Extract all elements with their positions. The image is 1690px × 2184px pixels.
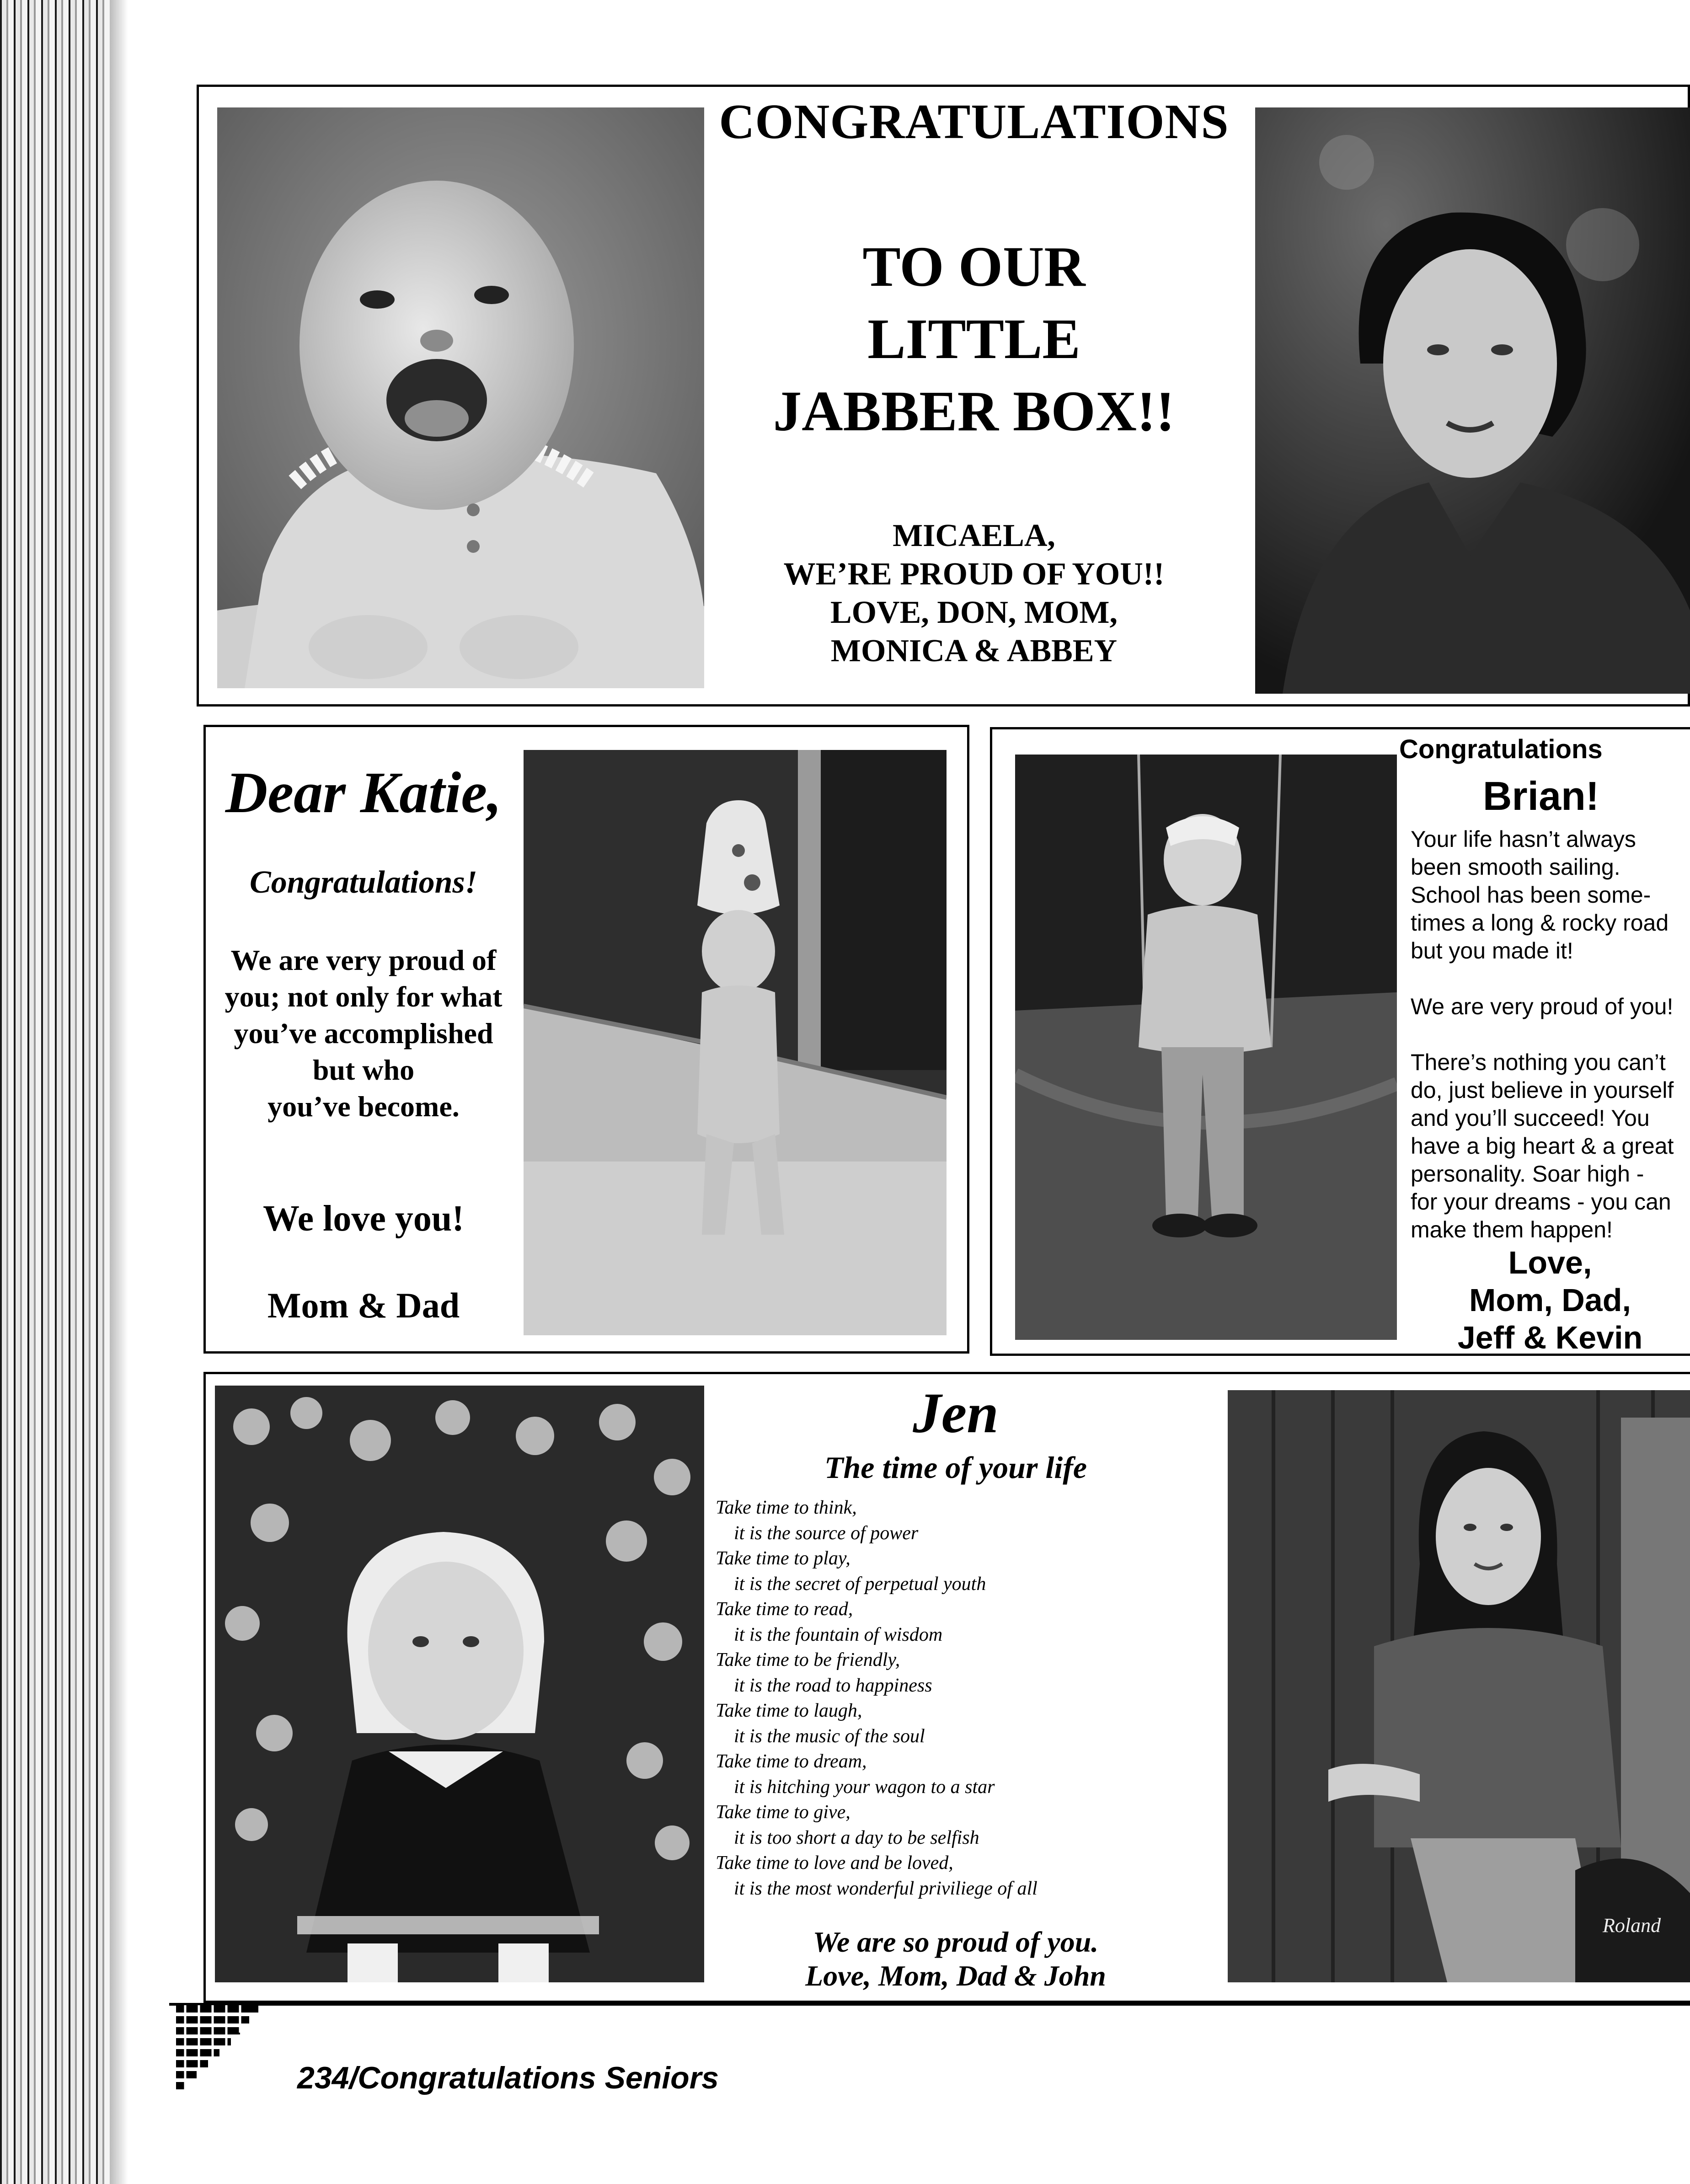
poem-line: it is hitching your wagon to a star [734, 1776, 995, 1798]
senior-photo-micaela [1255, 107, 1690, 694]
jen-senior-photo [1228, 1390, 1690, 1982]
jen-closing [704, 1925, 1207, 1993]
poem-line: Take time to give, [716, 1802, 850, 1823]
katie-photo-art [524, 750, 947, 1335]
message-line: MONICA & ABBEY [830, 633, 1118, 669]
message-line: and you’ll succeed! You [1411, 1105, 1650, 1131]
poem-line: it is the source of power [734, 1522, 919, 1544]
katie-signature: Mom & Dad [267, 1285, 460, 1325]
katie-love: We love you! [263, 1199, 464, 1239]
brick-icon [176, 2005, 258, 2097]
jen-poem [716, 1495, 1219, 1901]
message-line: personality. Soar high - [1411, 1161, 1644, 1187]
message-line: but you made it! [1411, 938, 1573, 964]
message-line: LOVE, DON, MOM, [830, 595, 1118, 630]
katie-photo [524, 750, 947, 1335]
senior-photo-micaela-art [1255, 107, 1690, 694]
poem-line: it is too short a day to be selfish [734, 1827, 979, 1848]
page-footer-label: 234/Congratulations Seniors [297, 2061, 719, 2095]
message-line: you’ve become. [267, 1090, 460, 1123]
book-spine [0, 0, 110, 2184]
closing-line: We are so proud of you. [813, 1926, 1099, 1958]
spine-shadow [110, 0, 128, 2184]
poem-line: Take time to be friendly, [716, 1649, 900, 1670]
katie-salutation: Dear Katie, [225, 760, 502, 825]
headline-line: JABBER BOX!! [773, 380, 1175, 443]
poem-line: Take time to think, [716, 1497, 857, 1518]
brian-photo [1015, 755, 1397, 1340]
message-gap [1411, 1021, 1690, 1049]
message-line: Your life hasn’t always [1411, 826, 1636, 852]
signature-line: Love, [1508, 1245, 1592, 1280]
message-line: There’s nothing you can’t [1411, 1049, 1666, 1075]
message-line: We are very proud of you! [1411, 994, 1674, 1019]
footer-brick-graphic [176, 2005, 258, 2097]
ad-jabber-title: CONGRATULATIONS [719, 95, 1229, 149]
photographer-signature: Roland [1603, 1914, 1661, 1937]
footer-rule [169, 2003, 1690, 2006]
message-line: MICAELA, [893, 518, 1055, 553]
poem-line: it is the music of the soul [734, 1725, 925, 1747]
message-line: We are very proud of [230, 944, 497, 976]
message-line: but who [312, 1054, 415, 1086]
message-line: you; not only for what [225, 980, 503, 1013]
poem-line: it is the road to happiness [734, 1675, 932, 1696]
signature-line: Mom, Dad, [1469, 1282, 1631, 1318]
baby-photo-art [217, 107, 704, 688]
message-line: School has been some- [1411, 882, 1651, 908]
brian-congrats: Congratulations [1399, 734, 1603, 764]
message-gap [1411, 965, 1690, 993]
jen-name: Jen [913, 1382, 999, 1445]
message-line: been smooth sailing. [1411, 854, 1620, 880]
message-line: you’ve accomplished [234, 1017, 493, 1049]
message-line: do, just believe in yourself [1411, 1077, 1674, 1103]
katie-congrats: Congratulations! [250, 865, 477, 900]
poem-line: Take time to dream, [716, 1751, 867, 1772]
poem-line: Take time to play, [716, 1548, 850, 1569]
jen-senior-photo-art [1228, 1390, 1690, 1982]
brian-message [1411, 825, 1690, 1244]
poem-line: it is the secret of perpetual youth [734, 1573, 986, 1595]
message-line: for your dreams - you can [1411, 1189, 1671, 1215]
closing-line: Love, Mom, Dad & John [805, 1959, 1106, 1992]
headline-line: TO OUR [862, 236, 1086, 299]
katie-message [206, 942, 521, 1125]
headline-line: LITTLE [867, 308, 1080, 371]
jen-child-photo-art [215, 1386, 704, 1982]
message-line: have a big heart & a great [1411, 1133, 1674, 1159]
message-line: WE’RE PROUD OF YOU!! [783, 557, 1165, 592]
jen-child-photo [215, 1386, 704, 1982]
ad-jabber-message [704, 517, 1244, 670]
baby-photo [217, 107, 704, 688]
poem-line: it is the fountain of wisdom [734, 1624, 943, 1645]
message-line: times a long & rocky road [1411, 910, 1669, 936]
poem-line: Take time to laugh, [716, 1700, 862, 1721]
poem-line: it is the most wonderful priviliege of all [734, 1878, 1038, 1899]
brian-name: Brian! [1482, 773, 1599, 819]
brian-signature [1436, 1244, 1664, 1356]
signature-line: Jeff & Kevin [1457, 1320, 1643, 1355]
brian-photo-art [1015, 755, 1397, 1340]
message-line: make them happen! [1411, 1217, 1613, 1242]
ad-jabber-headline [704, 231, 1244, 448]
jen-subtitle: The time of your life [824, 1450, 1087, 1485]
poem-line: Take time to love and be loved, [716, 1852, 953, 1874]
poem-line: Take time to read, [716, 1599, 853, 1620]
